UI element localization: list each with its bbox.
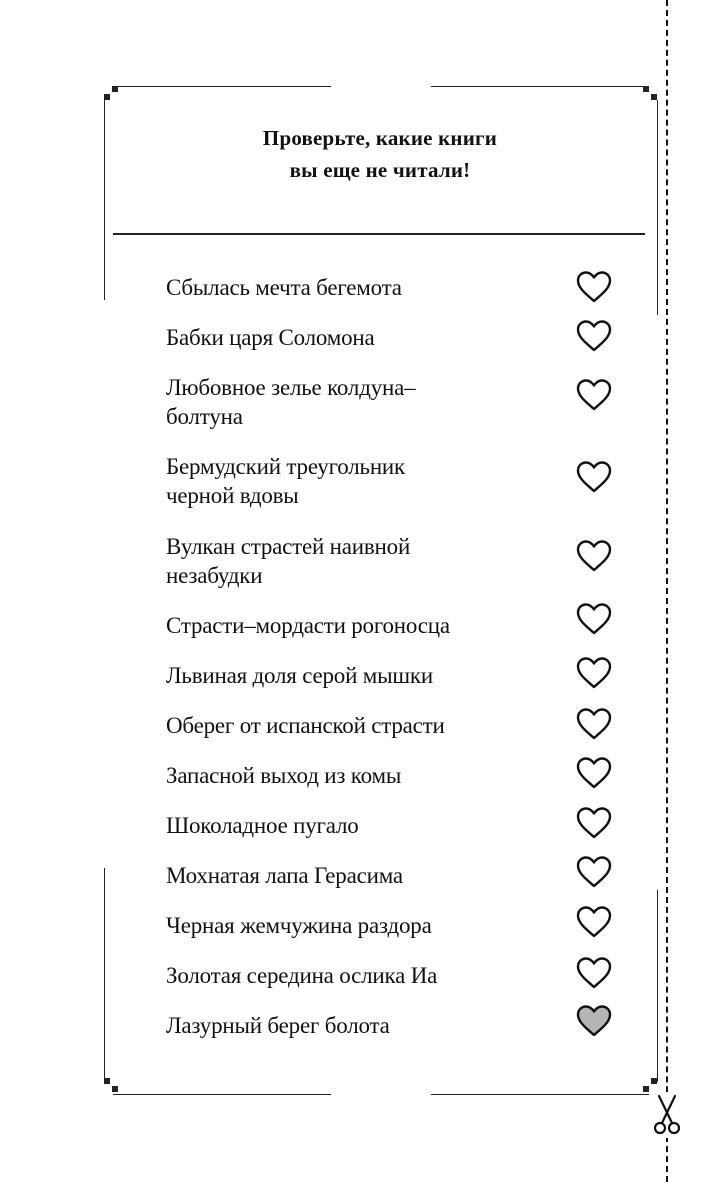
header-divider (113, 233, 645, 235)
book-title-line: Мохнатая лапа Герасима (166, 863, 403, 888)
book-title-line: Сбылась мечта бегемота (166, 275, 402, 300)
book-title-line: Запасной выход из комы (166, 763, 402, 788)
page-title (200, 122, 560, 186)
title-line-2: вы еще не читали! (289, 158, 471, 182)
frame-corner-br (651, 1078, 657, 1084)
heart-icon[interactable] (575, 602, 613, 636)
frame-corner-bl (104, 1078, 110, 1084)
frame-corner-tl (112, 86, 118, 92)
list-item (166, 761, 556, 790)
frame-top-left (113, 86, 331, 87)
frame-left-top (104, 100, 105, 300)
heart-icon[interactable] (575, 378, 613, 412)
heart-icon[interactable] (575, 806, 613, 840)
cut-line (666, 0, 668, 1182)
list-item (166, 911, 556, 940)
heart-icon[interactable] (575, 656, 613, 690)
list-item (166, 711, 556, 740)
book-title-line: Черная жемчужина раздора (166, 913, 432, 938)
list-item (166, 1011, 556, 1040)
book-title-line: Оберег от испанской страсти (166, 713, 445, 738)
heart-icon[interactable] (575, 460, 613, 494)
heart-icon[interactable] (575, 956, 613, 990)
book-title-line: Львиная доля серой мышки (166, 663, 433, 688)
list-item (166, 532, 556, 590)
book-title-line: Любовное зелье колдуна– (166, 375, 416, 400)
heart-icon[interactable] (575, 855, 613, 889)
title-line-1: Проверьте, какие книги (262, 126, 498, 150)
book-title-line: Бермудский треугольник (166, 454, 406, 479)
frame-bottom-left (113, 1094, 331, 1095)
heart-icon[interactable] (575, 539, 613, 573)
frame-left-bottom (104, 868, 105, 1082)
scissors-icon (650, 1092, 684, 1138)
book-title-line: болтуна (166, 404, 243, 429)
frame-corner-bl-inner (112, 1086, 118, 1092)
book-title-line: Шоколадное пугало (166, 813, 359, 838)
list-item (166, 323, 556, 352)
book-title-line: черной вдовы (166, 483, 299, 508)
list-item (166, 452, 556, 510)
frame-right-top (657, 100, 658, 315)
heart-icon[interactable] (575, 905, 613, 939)
list-item (166, 273, 556, 302)
book-title-line: Вулкан страстей наивной (166, 534, 411, 559)
list-item (166, 611, 556, 640)
frame-right-bottom (657, 890, 658, 1082)
heart-icon[interactable] (575, 270, 613, 304)
heart-icon[interactable] (575, 707, 613, 741)
frame-top-right (431, 86, 649, 87)
book-title-line: Золотая середина ослика Иа (166, 963, 438, 988)
list-item (166, 811, 556, 840)
heart-icon[interactable] (575, 1004, 613, 1038)
book-title-line: незабудки (166, 563, 263, 588)
book-title-line: Бабки царя Соломона (166, 325, 375, 350)
heart-icon[interactable] (575, 756, 613, 790)
book-title-line: Страсти–мордасти рогоносца (166, 613, 450, 638)
list-item (166, 861, 556, 890)
frame-corner-br-inner (643, 1086, 649, 1092)
list-item (166, 373, 556, 431)
list-item (166, 661, 556, 690)
frame-bottom-right (431, 1094, 649, 1095)
heart-icon[interactable] (575, 319, 613, 353)
frame-corner-tr (643, 86, 649, 92)
book-title-line: Лазурный берег болота (166, 1013, 390, 1038)
list-item (166, 961, 556, 990)
